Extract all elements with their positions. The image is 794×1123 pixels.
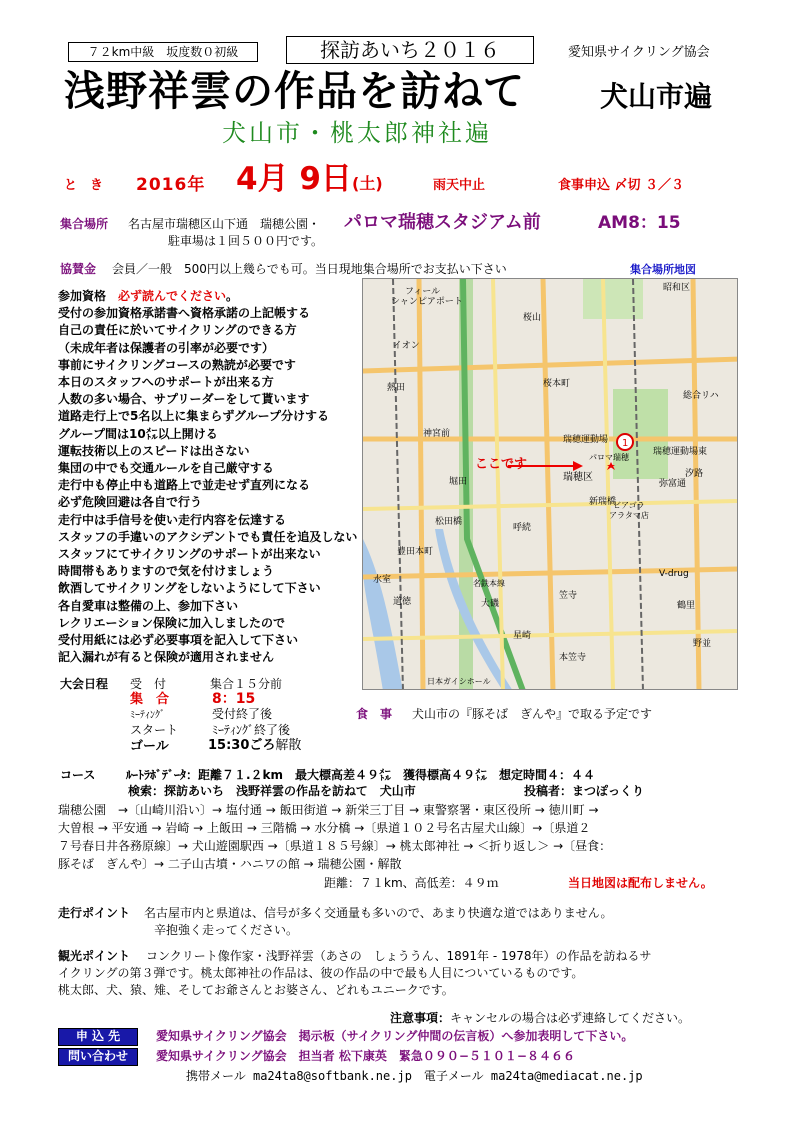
map-label: 日本ガイシホール (427, 677, 491, 686)
parking-note: 駐車場は１回５００円です。 (168, 234, 324, 248)
map-label: 鶴里 (677, 601, 696, 611)
map-arrow-head (573, 461, 583, 471)
rules-block (58, 288, 357, 666)
schedule-label: 大会日程 (60, 677, 109, 691)
map-river (363, 539, 403, 690)
points-line: 名古屋市内と県道は、信号が多く交通量も多いので、あまり快適な道ではありません。 (144, 906, 613, 920)
map-here-label: ここです (475, 457, 528, 472)
date-year: 2016年 (136, 175, 206, 195)
map-label: 総合リハ (683, 391, 719, 401)
course-distance: 距離：７１km、高低差：４９ｍ (324, 876, 499, 890)
map-label: 瑞穂区 (563, 472, 593, 483)
date-weekday: (土) (352, 174, 383, 193)
page-title: 浅野祥雲の作品を訪ねて (64, 67, 525, 115)
meeting-label: 集合場所 (60, 217, 109, 231)
rule-line: 走行中は手信号を使い走行内容を伝達する (58, 512, 287, 527)
map-label: 本笠寺 (559, 653, 587, 663)
map-road (693, 279, 699, 690)
route-line: ７号春日井各務原線〕→ 犬山遊園駅西 →〔県道１８５号線〕→ 桃太郎神社 → ＜折り返し＞ →〔昼食： (58, 839, 612, 853)
schedule-row: ゴール (130, 739, 169, 754)
route-line: 豚そば ぎんや〕→ 二子山古墳・ハニワの館 → 瑞穂公園・解散 (58, 857, 402, 871)
map-label: フィール (405, 287, 441, 297)
map-label: ビアゴラ (613, 501, 645, 510)
rule-line: スタッフにてサイクリングのサポートが出来ない (58, 547, 321, 562)
rule-line: レクリエーション保険に加入しましたので (58, 615, 286, 630)
rule-line: 自己の責任に於いてサイクリングのできる方 (58, 323, 297, 338)
rule-line: スタッフの手違いのアクシデントでも責任を追及しない (58, 529, 358, 544)
fee-label: 協賛金 (60, 262, 97, 276)
schedule-row: スタート (130, 723, 179, 737)
map-label: 熱田 (387, 383, 406, 393)
rule-line: 本日のスタッフへのサポートが出来る方 (58, 375, 274, 390)
date-label: と き (64, 178, 104, 193)
course-poster: 投稿者：まつぽっくり (524, 784, 645, 798)
meal-text: 犬山市の『豚そば ぎんや』で取る予定です (412, 707, 653, 721)
map-label: 呼続 (513, 523, 532, 533)
rule-line: 各自愛車は整備の上、参加下さい (58, 598, 239, 613)
map-label: 野並 (693, 639, 712, 649)
rain-note: 雨天中止 (433, 178, 486, 193)
map-label: 弥富通 (659, 479, 687, 489)
route-block (58, 801, 611, 873)
meeting-venue: パロマ瑞穂スタジアム前 (344, 212, 541, 233)
map-label: 星崎 (513, 631, 532, 641)
map-label: 道徳 (393, 597, 412, 607)
page-subtitle: 犬山市・桃太郎神社遍 (222, 119, 492, 147)
map-label: 笠寺 (559, 591, 578, 601)
no-map-note: 当日地図は配布しません。 (568, 876, 713, 890)
rule-line: 人数の多い場合、サプリーダーをして貰います (58, 392, 310, 407)
map-label: 名鉄本線 (473, 579, 505, 588)
map-label: V-drug (659, 569, 689, 579)
meeting-map[interactable] (362, 278, 738, 690)
rule-line: 飲酒してサイクリングをしないようにして下さい (58, 581, 321, 596)
map-label: 神宮前 (423, 429, 451, 439)
map-road (543, 279, 553, 690)
map-label: 桜山 (523, 313, 542, 323)
map-label: 瑞穂運動場東 (653, 447, 708, 457)
svg-text:1: 1 (622, 438, 629, 449)
rule-line: グループ間は10㍍以上開ける (58, 426, 218, 441)
meal-deadline: 食事申込 〆切 ３／３ (558, 178, 685, 193)
rule-line: 受付の参加資格承諾書へ資格承諾の上記帳する (58, 306, 311, 321)
route-line: 瑞穂公園 →〔山崎川沿い〕→ 塩付通 → 飯田街道 → 新栄三丁目 → 東警察署・東区役所 → 徳川町 → (58, 803, 599, 817)
schedule-row: 集 合 (130, 692, 170, 707)
map-label: アラタマ店 (609, 511, 649, 520)
apply-text: 愛知県サイクリング協会 掲示板（サイクリング仲間の伝言板）へ参加表明して下さい。 (156, 1029, 634, 1043)
sightseeing-label: 観光ポイント (58, 949, 131, 963)
notice: 注意事項：キャンセルの場合は必ず連絡してください。 (390, 1011, 691, 1025)
schedule-row: 受付終了後 (212, 707, 273, 721)
meal-label: 食 事 (356, 707, 393, 721)
rule-line: （未成年者は保護者の引率が必要です） (58, 340, 275, 355)
rule-line: 必ず危険回避は各自で行う (58, 495, 203, 510)
schedule-row: 15:30ごろ解散 (208, 738, 302, 753)
series-box (286, 36, 534, 64)
city-title: 犬山市遍 (600, 80, 713, 113)
rule-line: 運転技術以上のスピードは出さない (58, 443, 250, 458)
fee-text: 会員／一般 500円以上幾らでも可。当日現地集合場所でお支払い下さい (112, 262, 507, 276)
schedule-row: ﾐｰﾃｨﾝｸﾞ (130, 710, 165, 721)
sightseeing-line: イクリングの第３弾です。桃太郎神社の作品は、彼の作品の中で最も人目についているものです。 (58, 966, 584, 980)
schedule-row: 受 付 (130, 677, 167, 691)
map-label: パロマ瑞穂 (589, 453, 629, 462)
rules-must: 必ず読んでください (118, 289, 227, 303)
schedule-row: 8：15 (212, 691, 256, 707)
map-label: 集合場所地図 (630, 263, 696, 276)
route-line: 大曽根 → 平安通 → 岩崎 → 上飯田 → 三階橋 → 水分橋 →〔県道１０２号名古屋犬山線〕→〔県道２ (58, 821, 591, 835)
map-label: 豊田本町 (397, 547, 434, 557)
points-label: 走行ポイント (58, 906, 131, 920)
schedule-row: 集合１５分前 (210, 677, 283, 691)
map-label: 水室 (373, 575, 392, 585)
rule-line: 走行中も停止中も道路上で並走せず直列になる (58, 478, 311, 493)
contact-label: 問い合わせ (58, 1048, 138, 1066)
rule-line: 事前にサイクリングコースの熟読が必要です (58, 357, 296, 372)
course-search: 検索：探訪あいち 浅野祥雲の作品を訪ねて 犬山市 (128, 784, 416, 798)
sightseeing-line: 桃太郎、犬、猿、雉、そしてお爺さんとお婆さん、どれもユニークです。 (58, 983, 454, 997)
meeting-time: AM8：15 (598, 213, 681, 233)
rule-line: 記入漏れが有ると保険が適用されません (58, 650, 275, 665)
map-label: 新瑞橋 (589, 497, 617, 507)
date-month-day: 4月 9日 (236, 161, 352, 197)
map-label: イオン (393, 341, 420, 351)
rules-heading: 参加資格 必ず読んでください。 (58, 289, 239, 303)
course-label: コース (60, 768, 96, 782)
rule-line: 受付用紙には必ず必要事項を記入して下さい (58, 633, 299, 648)
map-label: 松田橋 (435, 517, 463, 527)
rule-line: 時間帯もありますので気を付けましょう (58, 564, 275, 579)
rule-line: 集団の中でも交通ルールを自己厳守する (58, 461, 274, 476)
contact-text: 愛知県サイクリング協会 担当者 松下康英 緊急０９０−５１０１−８４６６ (156, 1049, 575, 1063)
course-routedata: ﾙｰﾄﾗﾎﾞﾃﾞｰﾀ：距離７１.２km 最大標高差４９㍍ 獲得標高４９㍍ 想定時間４：４４ (126, 768, 596, 782)
map-railway (633, 279, 643, 690)
series-title: 探訪あいち２０１６ (320, 38, 500, 62)
level-text: ７２km中級 坂度数０初級 (87, 45, 239, 59)
sightseeing-line: コンクリート像作家・浅野祥雲（あさの しょううん、1891年 - 1978年）の作品を訪ねるサ (146, 949, 652, 963)
points-line: 辛抱強く走ってください。 (154, 923, 299, 937)
map-label: シャンピアポート (391, 297, 463, 307)
meeting-place: 名古屋市瑞穂区山下通 瑞穂公園・ (128, 217, 321, 231)
rule-line: 道路走行上で5名以上に集まらずグループ分けする (58, 409, 330, 424)
map-label: 汐路 (685, 469, 704, 479)
map-label: 昭和区 (663, 283, 691, 293)
map-label: 桜本町 (543, 379, 571, 389)
level-box (68, 42, 258, 62)
map-label: 大磯 (481, 599, 500, 609)
org-name: 愛知県サイクリング協会 (568, 45, 710, 60)
schedule-row: ﾐｰﾃｨﾝｸﾞ終了後 (212, 723, 291, 737)
map-road (603, 279, 613, 690)
contact-mail: 携帯メール ma24ta8@softbank.ne.jp 電子メール ma24ta@mediacat.ne.jp (186, 1069, 643, 1083)
apply-label: 申 込 先 (58, 1028, 138, 1046)
map-label: 瑞穂運動場 (563, 435, 609, 445)
map-label: 堀田 (449, 477, 468, 487)
